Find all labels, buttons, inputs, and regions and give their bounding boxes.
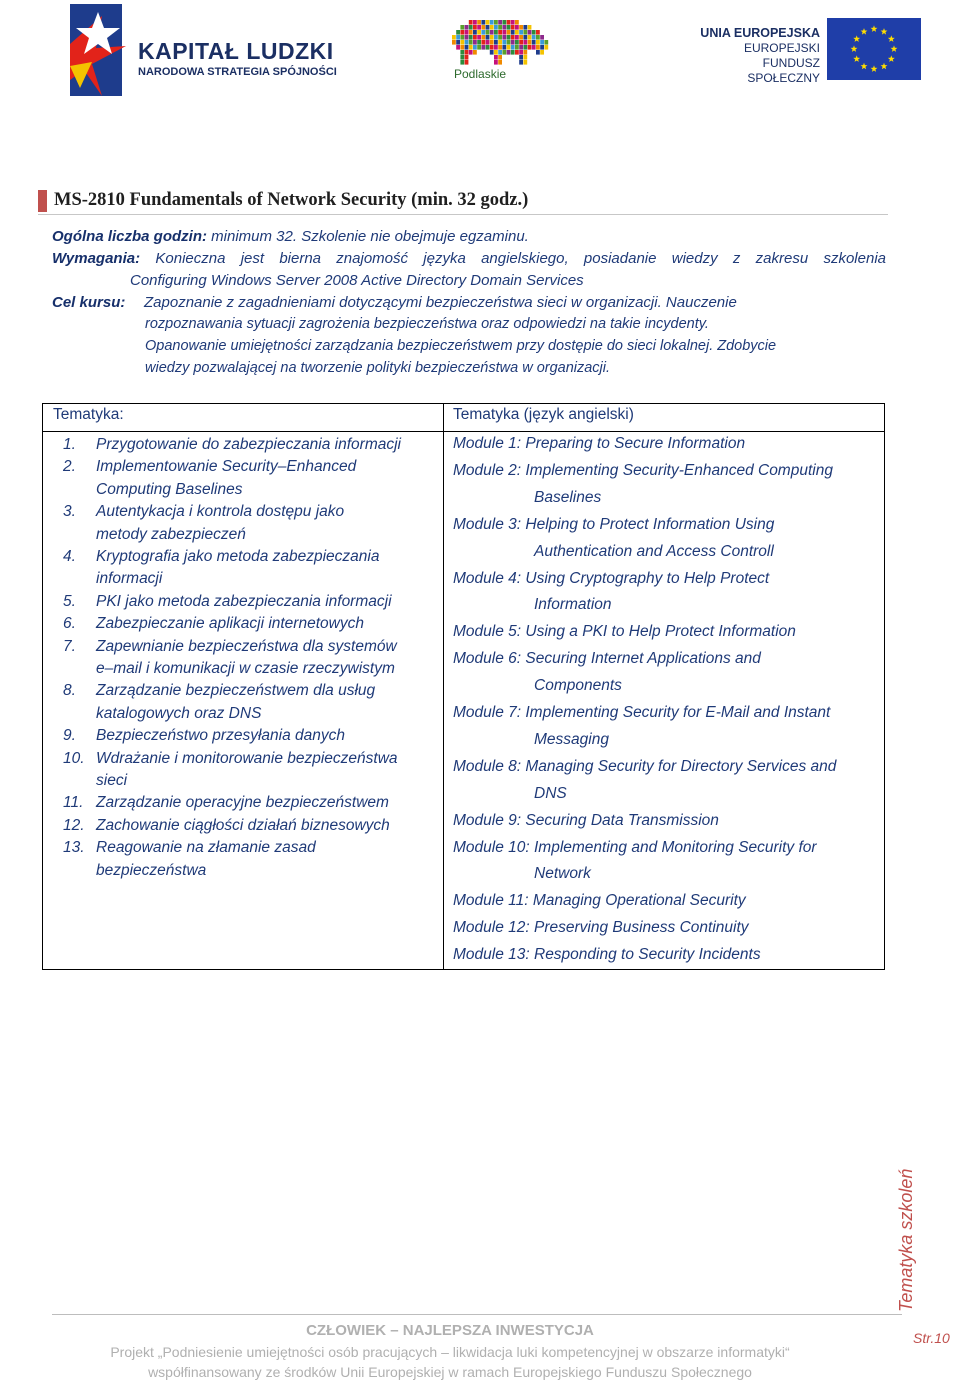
topic-en-text: Module 12: Preserving Business Continuity — [453, 919, 749, 937]
column-header-polish: Tematyka: — [53, 406, 124, 423]
topic-pl-text: Zarządzanie bezpieczeństwem dla usług — [96, 682, 376, 700]
topic-pl-number: 12. — [63, 816, 85, 834]
topic-pl-text: Computing Baselines — [96, 480, 243, 498]
topic-pl-text: katalogowych oraz DNS — [96, 704, 262, 722]
topic-en-text: Module 7: Implementing Security for E-Mail and Instant — [453, 704, 831, 721]
topic-pl-text: Zarządzanie operacyjne bezpieczeństwem — [96, 794, 389, 812]
topic-en-text: Module 11: Managing Operational Security — [453, 892, 746, 910]
topic-pl-number: 6. — [63, 615, 76, 633]
hours-text: minimum 32. Szkolenie nie obejmuje egzaminu. — [207, 228, 529, 245]
topic-pl-number: 8. — [63, 682, 76, 700]
topic-pl-text: bezpieczeństwa — [96, 861, 207, 879]
podlaskie-label: Podlaskie — [454, 67, 507, 81]
topic-en-continuation: Messaging — [534, 730, 609, 748]
topic-pl-number: 7. — [63, 637, 76, 655]
topic-en-text: Module 10: Implementing and Monitoring Security for — [453, 838, 817, 856]
topic-pl-text: informacji — [96, 570, 163, 588]
podlaskie-bison-icon — [450, 18, 550, 68]
goal-line — [52, 294, 737, 311]
topic-pl-number: 13. — [63, 839, 85, 857]
topic-en-continuation: Components — [534, 677, 622, 695]
hours-line — [52, 228, 529, 245]
goal-label: Cel kursu: — [52, 294, 126, 311]
topic-pl-text: Przygotowanie do zabezpieczania informacji — [96, 436, 401, 453]
footer-slogan: CZŁOWIEK – NAJLEPSZA INWESTYCJA — [306, 1322, 594, 1339]
column-header-english: Tematyka (język angielski) — [453, 406, 634, 423]
topic-pl-text: Zachowanie ciągłości działań biznesowych — [96, 816, 390, 834]
page-number: Str.10 — [913, 1330, 950, 1346]
topic-en-text: Module 3: Helping to Protect Information Using — [453, 515, 775, 533]
course-heading — [38, 188, 888, 215]
topic-pl-text: e–mail i komunikacji w czasie rzeczywistym — [96, 660, 395, 677]
table-divider-vertical — [443, 404, 444, 969]
topic-pl-number: 9. — [63, 727, 76, 745]
topic-pl-number: 1. — [63, 436, 76, 453]
footer-project-line: Projekt „Podniesienie umiejętności osób pracujących – likwidacja luki kompetencyjnej w obszarze informatyki“ — [110, 1344, 790, 1360]
table-divider-horizontal — [43, 431, 884, 432]
topic-pl-text: Implementowanie Security–Enhanced — [96, 458, 357, 476]
eu-line-3: FUNDUSZ SPOŁECZNY — [747, 56, 820, 85]
kapital-ludzki-title: KAPITAŁ LUDZKI — [138, 38, 334, 64]
topic-pl-text: sieci — [96, 772, 128, 789]
topic-en-continuation: Authentication and Access Controll — [534, 542, 774, 560]
topic-en-text: Module 1: Preparing to Secure Information — [453, 435, 746, 452]
topic-pl-number: 3. — [63, 503, 76, 521]
hours-label: Ogólna liczba godzin: — [52, 228, 207, 245]
topic-pl-number: 2. — [63, 458, 76, 476]
side-section-label: Tematyka szkoleń — [896, 1168, 916, 1312]
topic-pl-number: 10. — [63, 749, 85, 767]
requirements-continuation: Configuring Windows Server 2008 Active Directory Domain Services — [130, 272, 584, 289]
topic-pl-text: PKI jako metoda zabezpieczania informacji — [96, 592, 392, 610]
eu-logo-text — [690, 26, 820, 86]
topics-table — [42, 403, 885, 970]
topic-en-text: Module 5: Using a PKI to Help Protect Information — [453, 623, 796, 641]
goal-text-4: wiedzy pozwalającej na tworzenie polityki bezpieczeństwa w organizacji. — [145, 360, 611, 376]
course-title: MS-2810 Fundamentals of Network Security (min. 32 godz.) — [54, 190, 529, 210]
heading-accent-bar — [38, 190, 47, 212]
topic-en-continuation: DNS — [534, 784, 567, 802]
footer-funding-line: współfinansowany ze środków Unii Europejskiej w ramach Europejskiego Funduszu Społecznego — [148, 1364, 752, 1380]
requirements-line — [52, 250, 886, 267]
kapital-ludzki-subtitle: NARODOWA STRATEGIA SPÓJNOŚCI — [138, 66, 337, 78]
eu-line-2: EUROPEJSKI — [743, 41, 820, 55]
eu-flag-icon — [827, 18, 921, 80]
topic-en-text: Module 4: Using Cryptography to Help Protect — [453, 569, 770, 587]
topic-en-continuation: Information — [534, 596, 612, 614]
goal-text-2: rozpoznawania sytuacji zagrożenia bezpieczeństwa oraz odpowiedzi na takie incydenty. — [145, 316, 709, 332]
topic-pl-text: Zapewnianie bezpieczeństwa dla systemów — [96, 637, 397, 655]
topic-en-text: Module 8: Managing Security for Directory Services and — [453, 757, 837, 775]
topic-pl-number: 4. — [63, 548, 76, 565]
topic-pl-number: 11. — [63, 794, 84, 812]
goal-text-3: Opanowanie umiejętności zarządzania bezpieczeństwem przy dostępie do sieci lokalnej. Zdobycie — [145, 338, 777, 354]
topic-pl-text: Autentykacja i kontrola dostępu jako — [96, 503, 345, 521]
footer-divider — [52, 1314, 902, 1315]
topic-en-continuation: Baselines — [534, 488, 602, 506]
eu-line-1: UNIA EUROPEJSKA — [700, 26, 820, 40]
topic-en-text: Module 6: Securing Internet Applications and — [453, 650, 761, 668]
topic-en-text: Module 9: Securing Data Transmission — [453, 811, 719, 829]
kapital-ludzki-star-icon — [62, 4, 130, 96]
podlaskie-logo — [450, 18, 550, 84]
topic-pl-text: Bezpieczeństwo przesyłania danych — [96, 727, 345, 745]
requirements-text: Konieczna jest bierna znajomość języka angielskiego, posiadanie wiedzy z zakresu szkolenia — [140, 250, 886, 267]
topic-en-continuation: Network — [534, 865, 591, 883]
topic-pl-text: Kryptografia jako metoda zabezpieczania — [96, 548, 380, 565]
requirements-label: Wymagania: — [52, 250, 141, 267]
eu-logo — [690, 18, 922, 85]
topic-en-text: Module 2: Implementing Security-Enhanced Computing — [453, 461, 833, 479]
goal-text-1: Zapoznanie z zagadnieniami dotyczącymi bezpieczeństwa sieci w organizacji. Nauczenie — [144, 294, 737, 311]
topic-pl-text: Wdrażanie i monitorowanie bezpieczeństwa — [96, 749, 398, 767]
kapital-ludzki-logo — [62, 4, 362, 96]
topic-pl-text: metody zabezpieczeń — [96, 525, 246, 543]
topic-pl-text: Zabezpieczanie aplikacji internetowych — [96, 615, 364, 633]
topic-en-text: Module 13: Responding to Security Incidents — [453, 946, 761, 964]
topic-pl-text: Reagowanie na złamanie zasad — [96, 839, 316, 857]
topic-pl-number: 5. — [63, 592, 76, 610]
